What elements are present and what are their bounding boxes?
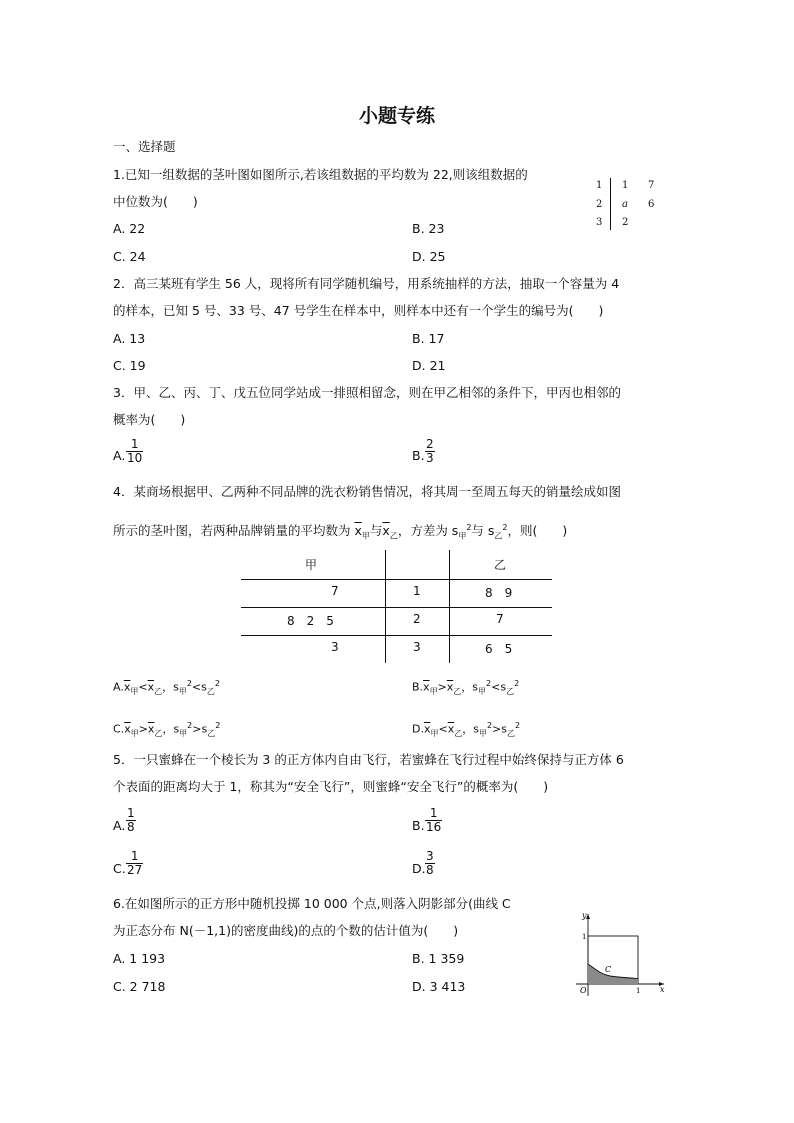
q5-option-c-label: C. [113, 861, 126, 876]
table-left-leaves: 8 2 5 [287, 614, 334, 628]
table-stem: 2 [413, 612, 421, 626]
denominator: 10 [127, 451, 143, 465]
q3-stem-line1: 3．甲、乙、丙、丁、戊五位同学站成一排照相留念，则在甲乙相邻的条件下，甲丙也相邻的 [113, 385, 621, 400]
table-header-jia: 甲 [305, 558, 318, 572]
mean-symbol: $\overline{x}$ [354, 523, 362, 539]
table-divider [385, 550, 386, 663]
q4-option-d: $D.\overline{x}_甲<\overline{x}_乙$，$s_甲^2>s_乙^2$ [412, 721, 521, 738]
q3-option-b-label: B. [412, 448, 425, 463]
table-right-leaves: 8 9 [485, 586, 513, 600]
table-left-leaves: 7 [331, 584, 339, 598]
q2-option-a: A. 13 [113, 331, 146, 346]
page-title: 小题专练 [358, 105, 435, 127]
q1-option-d: D. 25 [412, 249, 446, 264]
stem-value: 1 [596, 180, 603, 191]
leaf-value: 7 [648, 180, 655, 191]
q6-option-c: C. 2 718 [113, 979, 166, 994]
q6-option-b: B. 1 359 [412, 951, 465, 966]
table-rule [241, 607, 552, 608]
q6-stem-line2: 为正态分布 N(－1,1)的密度曲线)的点的个数的估计值为( ) [113, 923, 459, 938]
q4-option-b: $B.\overline{x}_甲>\overline{x}_乙$，$s_甲^2<s_乙^2$ [412, 679, 520, 696]
q4-stem-line1: 4．某商场根据甲、乙两种不同品牌的洗衣粉销售情况，将其周一至周五每天的销量绘成如图 [113, 484, 621, 499]
table-stem: 3 [413, 640, 421, 654]
q1-option-a: A. 22 [113, 221, 146, 236]
x-axis-label: x [660, 985, 665, 994]
q3-option-b-fraction [425, 438, 435, 465]
table-left-leaves: 3 [331, 640, 339, 654]
q5-stem-line1: 5．一只蜜蜂在一个棱长为 3 的正方体内自由飞行，若蜜蜂在飞行过程中始终保持与正方体 6 [113, 752, 624, 767]
table-divider [449, 550, 450, 663]
leaf-value: 2 [622, 217, 629, 228]
q5-option-b-fraction: 1 16 [426, 806, 442, 834]
q5-option-a-label: A. [113, 818, 126, 833]
table-stem: 1 [413, 584, 421, 598]
q1-option-c: C. 24 [113, 249, 146, 264]
origin-label: O [580, 986, 587, 995]
q1-stem-line2: 中位数为( ) [113, 194, 198, 209]
shaded-region [588, 964, 638, 984]
table-rule [241, 579, 552, 580]
q4-option-c: $C.\overline{x}_甲>\overline{x}_乙$，$s_甲^2>s_乙^2$ [113, 721, 221, 738]
leaf-value: 1 [622, 180, 629, 191]
y-axis-label: y [582, 911, 587, 920]
x-tick-one: 1 [636, 987, 641, 995]
q5-option-b-label: B. [412, 818, 425, 833]
q2-stem-line2: 的样本，已知 5 号、33 号、47 号学生在样本中，则样本中还有一个学生的编号为( ) [113, 303, 604, 318]
q2-stem-line1: 2．高三某班有学生 56 人，现将所有同学随机编号，用系统抽样的方法，抽取一个容量为 4 [113, 276, 620, 291]
y-tick-one: 1 [582, 933, 587, 941]
q3-stem-line2: 概率为( ) [113, 412, 186, 427]
q6-option-a: A. 1 193 [113, 951, 166, 966]
numerator: 2 [426, 437, 434, 451]
q3-option-a-label: A. [113, 448, 126, 463]
q4-stem-leaf-table [241, 550, 552, 663]
q3-option-a-fraction [126, 438, 143, 465]
numerator: 1 [130, 437, 139, 451]
q2-option-d: D. 21 [412, 358, 446, 373]
denominator: 3 [426, 451, 434, 465]
stem-leaf-divider [610, 178, 611, 230]
table-right-leaves: 6 5 [485, 642, 513, 656]
leaf-value: a [622, 199, 628, 210]
y-axis-arrow [586, 914, 590, 919]
q2-option-b: B. 17 [412, 331, 445, 346]
stem-value: 2 [596, 199, 603, 210]
leaf-value: 6 [648, 199, 655, 210]
q5-option-c-fraction: 1 27 [127, 849, 143, 877]
q6-normal-curve-figure [570, 908, 670, 1000]
q4-stem-line2: 所示的茎叶图，若两种品牌销量的平均数为 $\overline{x}_甲$与$\overline{x}_乙$，方差为 $s_甲^2$与 $s_乙^2$，则( ) [113, 523, 568, 541]
q5-option-d-label: D. [412, 861, 426, 876]
section-heading: 一、选择题 [113, 139, 176, 154]
q1-stem-line1: 1.已知一组数据的茎叶图如图所示,若该组数据的平均数为 22,则该组数据的 [113, 167, 528, 182]
mean-symbol: $\overline{x}$ [382, 523, 390, 539]
table-header-yi: 乙 [494, 558, 507, 572]
q5-stem-line2: 个表面的距离均大于 1，称其为“安全飞行”，则蜜蜂“安全飞行”的概率为( ) [113, 779, 549, 794]
q6-option-d: D. 3 413 [412, 979, 466, 994]
q4-option-a: $A.\overline{x}_甲<\overline{x}_乙$，$s_甲^2<s_乙^2$ [113, 679, 220, 696]
q2-option-c: C. 19 [113, 358, 146, 373]
q6-stem-line1: 6.在如图所示的正方形中随机投掷 10 000 个点,则落入阴影部分(曲线 C [113, 896, 511, 911]
table-right-leaves: 7 [496, 612, 504, 626]
stem-value: 3 [596, 217, 603, 228]
q5-option-a-fraction: 1 8 [127, 806, 135, 834]
q1-option-b: B. 23 [412, 221, 445, 236]
curve-label: C [605, 965, 612, 974]
table-rule [241, 635, 552, 636]
q5-option-d-fraction: 3 8 [426, 849, 434, 877]
